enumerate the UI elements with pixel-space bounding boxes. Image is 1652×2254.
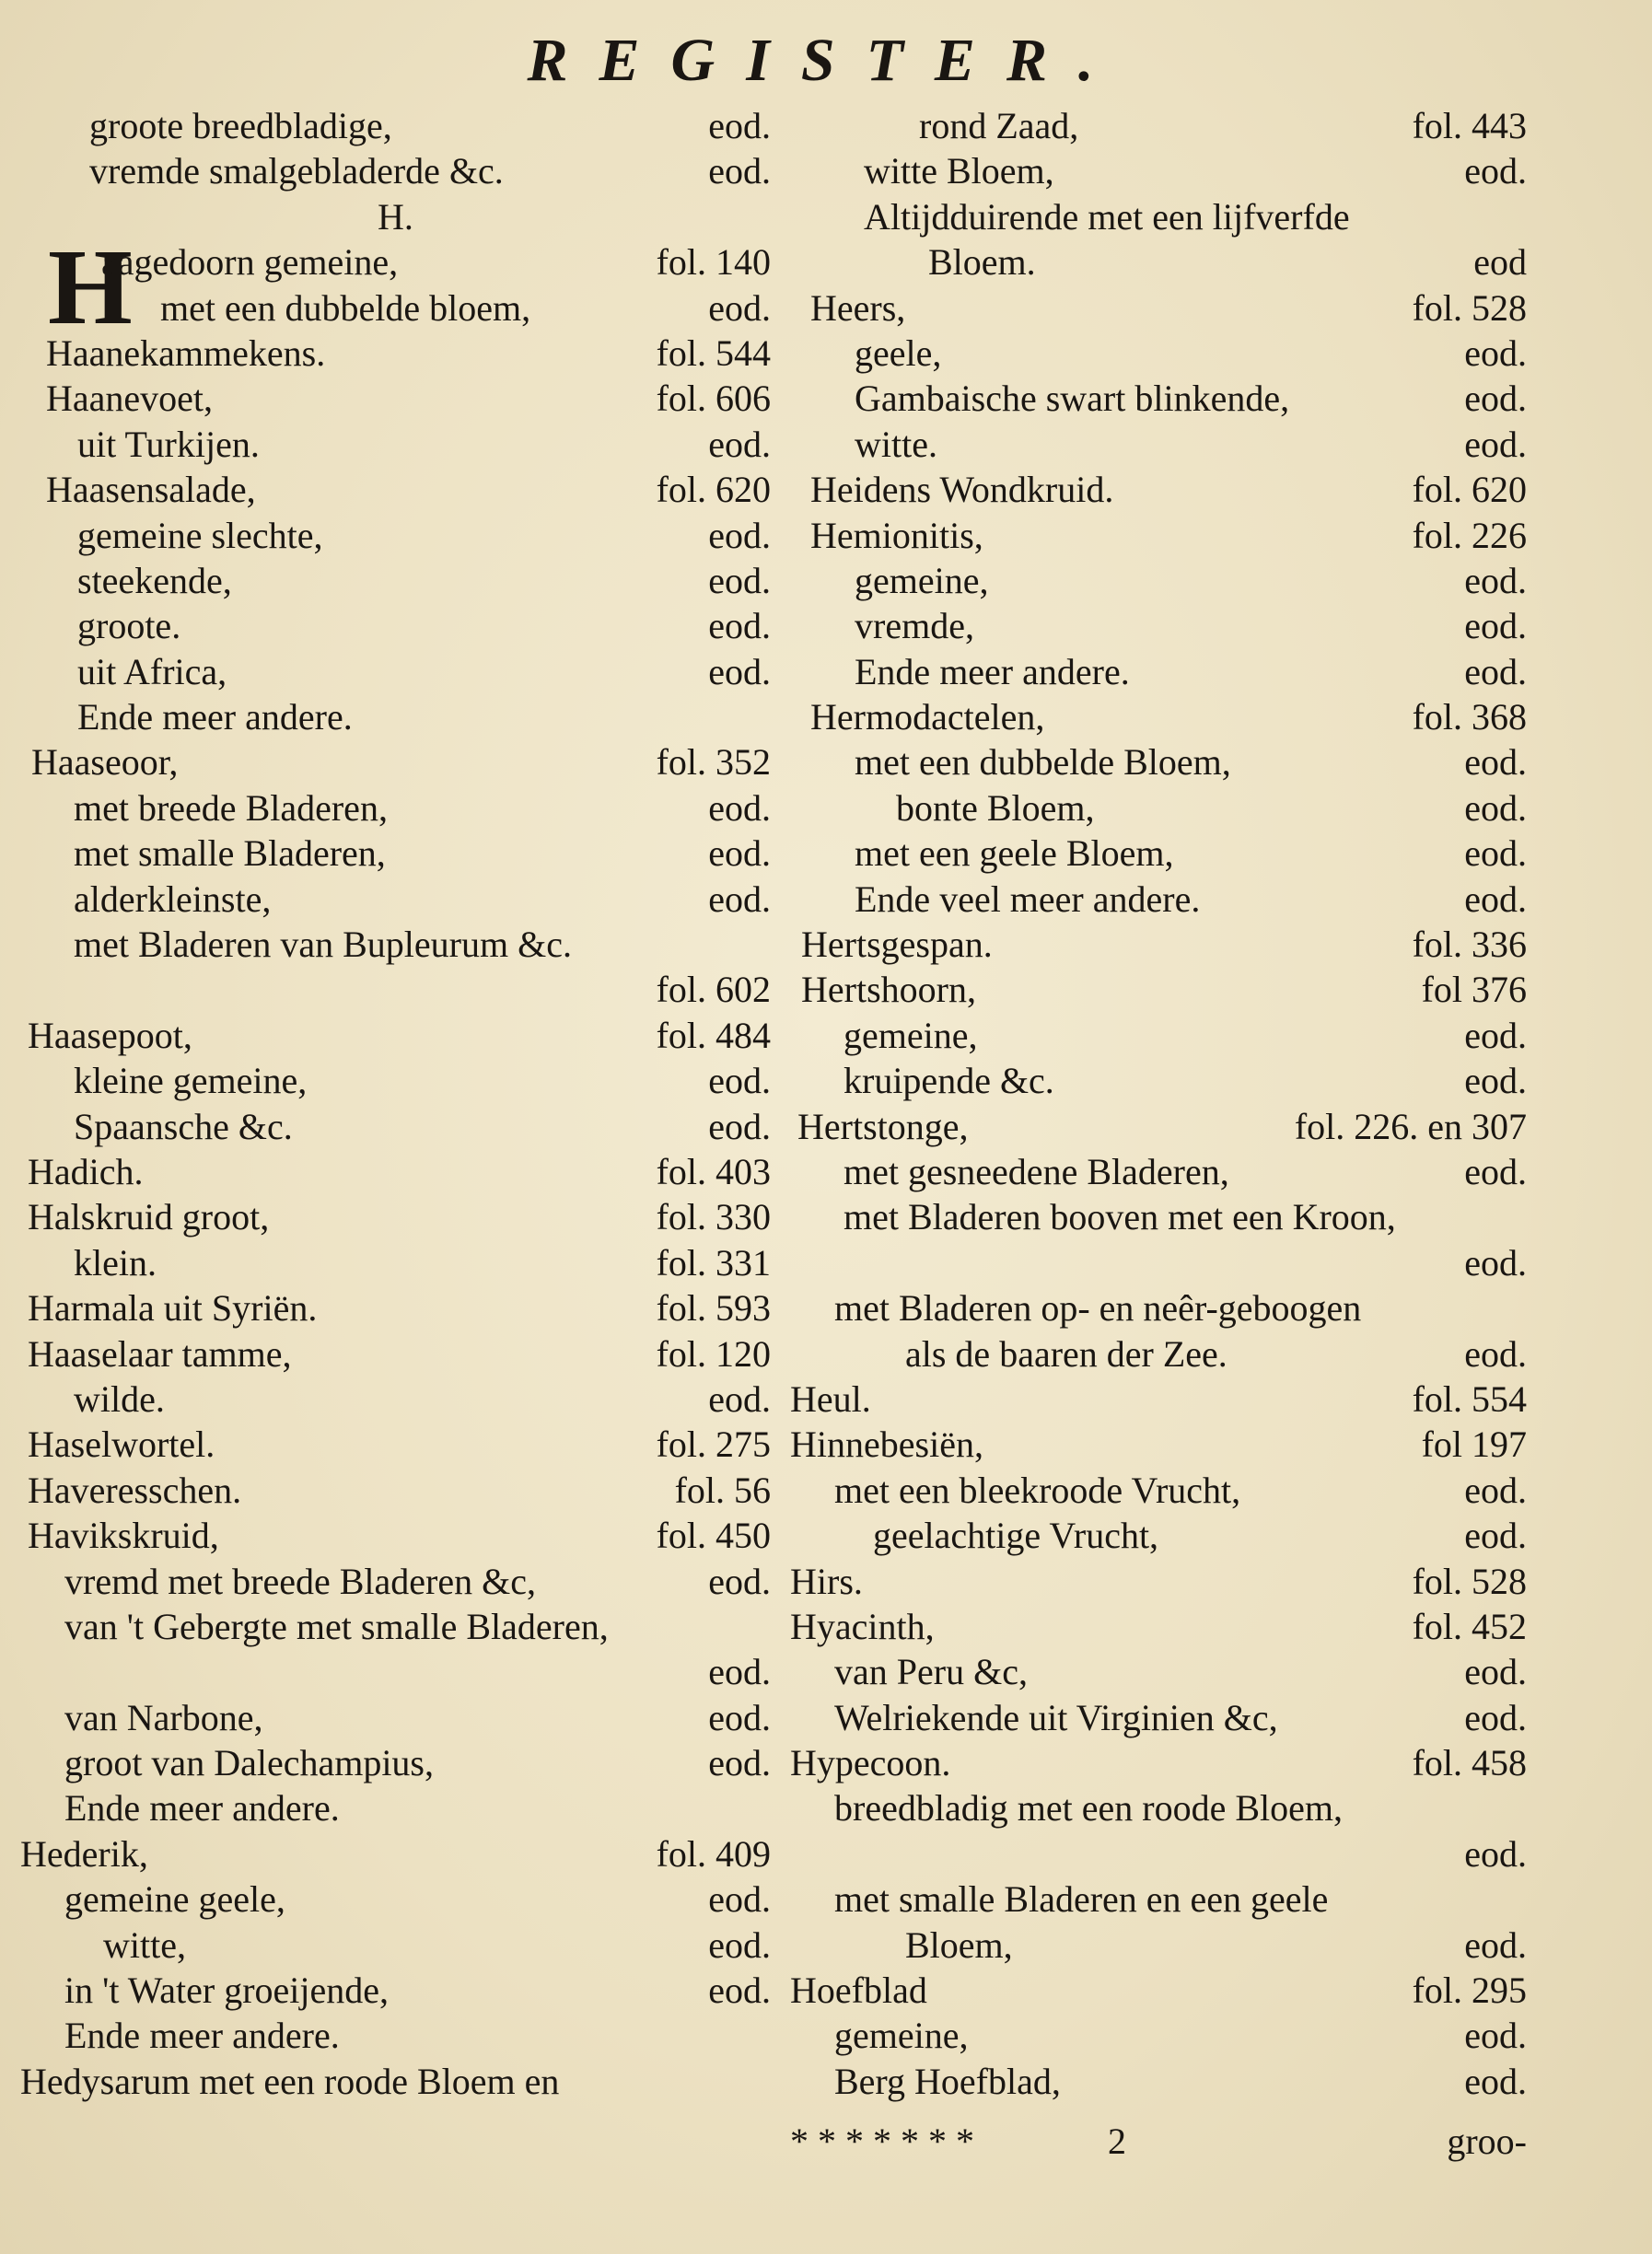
index-entry [20,1649,771,1694]
entry-folio: fol. 620 [656,469,771,511]
index-entry [790,1285,1527,1330]
entry-term: groot van Dalechampius, [64,1742,434,1784]
entry-term: aagedoorn gemeine, [101,241,399,284]
entry-folio: eod. [1464,2060,1527,2102]
entry-folio: eod. [708,1742,771,1784]
entry-folio: fol. 409 [656,1832,771,1875]
drop-cap: H [48,227,133,347]
entry-folio: eod. [708,605,771,647]
index-entry [20,1240,771,1285]
page-footer [790,2120,1527,2166]
entry-term: witte. [855,423,937,465]
index-entry [20,1422,771,1467]
entry-folio: eod. [1464,2015,1527,2057]
entry-term: Haanekammekens. [46,331,326,374]
entry-term: Hertsgespan. [801,924,993,966]
index-entry [790,1740,1527,1785]
entry-term: kleine gemeine, [74,1060,308,1102]
entry-folio: eod. [708,1105,771,1147]
entry-term: Ende meer andere. [64,2015,340,2057]
entry-term: Welriekende uit Virginien &c, [834,1696,1278,1738]
entry-folio: eod. [1464,832,1527,875]
entry-folio: fol. 140 [656,241,771,284]
entry-folio: eod. [1464,1832,1527,1875]
entry-term: H. [378,195,413,238]
entry-folio: eod. [1464,786,1527,829]
entry-folio: fol. 275 [656,1423,771,1466]
entry-term: met Bladeren booven met een Kroon, [843,1196,1396,1238]
entry-term: met breede Bladeren, [74,786,388,829]
index-entry [20,739,771,784]
entry-term: vremde smalgebladerde &c. [89,150,504,192]
index-entry [20,694,771,739]
entry-term: Gambaische swart blinkende, [855,378,1290,420]
entry-term: Hypecoon. [790,1742,951,1784]
entry-term: Hyacinth, [790,1605,935,1647]
entry-term: uit Turkijen. [77,423,260,465]
entry-folio: fol 197 [1421,1423,1527,1466]
entry-term: kruipende &c. [843,1060,1054,1102]
entry-folio: fol. 602 [656,969,771,1011]
entry-folio: fol. 544 [656,331,771,374]
index-entry [790,1331,1527,1377]
index-entry [790,1559,1527,1604]
entry-term: groote. [77,605,181,647]
entry-folio: eod. [1464,1060,1527,1102]
entry-folio: eod. [1464,650,1527,692]
entry-term: Haasepoot, [28,1014,192,1056]
index-entry [790,467,1527,512]
index-entry [20,285,771,331]
entry-term: met gesneedene Bladeren, [843,1150,1229,1192]
entry-folio: fol. 443 [1412,105,1527,146]
entry-folio: eod. [708,105,771,146]
entry-term: wilde. [74,1377,165,1420]
entry-term: als de baaren der Zee. [905,1332,1227,1375]
entry-term: Hederik, [20,1832,148,1875]
index-entry [790,785,1527,831]
entry-folio: eod. [708,1696,771,1738]
entry-term: Ende meer andere. [855,650,1130,692]
entry-folio: fol. 403 [656,1150,771,1192]
entry-folio: fol. 336 [1412,924,1527,966]
index-entry [790,422,1527,467]
entry-term: gemeine geele, [64,1878,285,1921]
index-entry [790,649,1527,694]
entry-folio: eod. [1464,378,1527,420]
entry-folio: eod. [1464,741,1527,784]
entry-folio: eod. [708,877,771,920]
entry-term: Haasensalade, [46,469,256,511]
entry-term: met een bleekroode Vrucht, [834,1469,1241,1511]
entry-term: in 't Water groeijende, [64,1969,390,2012]
entry-term: Altijdduirende met een lijfverfde [864,195,1350,238]
index-entry [790,1149,1527,1194]
index-entry [790,331,1527,376]
entry-folio: eod. [708,514,771,556]
entry-folio: eod [1473,241,1527,284]
index-entry [20,331,771,376]
entry-folio: fol. 368 [1412,696,1527,738]
entry-folio: eod. [1464,1515,1527,1557]
page-title: REGISTER. [527,27,1125,94]
index-entry [790,831,1527,876]
index-entry [20,467,771,512]
entry-folio: eod. [1464,423,1527,465]
entry-term: met smalle Bladeren, [74,832,386,875]
entry-term: Heidens Wondkruid. [810,469,1114,511]
entry-term: Hermodactelen, [810,696,1045,738]
entry-term: geele, [855,331,942,374]
index-entry [790,2059,1527,2104]
entry-folio: fol. 295 [1412,1969,1527,2012]
entry-term: groote breedbladige, [89,105,392,146]
entry-term: Hertshoorn, [801,969,976,1011]
index-entry [20,1377,771,1422]
entry-term: Heul. [790,1377,871,1420]
entry-folio: eod. [1464,1241,1527,1284]
entry-term: Ende meer andere. [64,1787,340,1830]
index-entry [20,1831,771,1876]
entry-folio: fol. 226. en 307 [1294,1105,1527,1147]
entry-folio: eod. [708,1651,771,1693]
entry-term: rond Zaad, [919,105,1079,146]
entry-folio: eod. [1464,605,1527,647]
entry-term: Harmala uit Syriën. [28,1287,318,1330]
index-entry [790,148,1527,193]
index-entry [20,2013,771,2058]
entry-term: met smalle Bladeren en een geele [834,1878,1329,1921]
entry-folio: eod. [708,1878,771,1921]
index-entry [790,603,1527,648]
entry-folio: fol. 330 [656,1196,771,1238]
entry-term: geelachtige Vrucht, [873,1515,1159,1557]
entry-term: Hadich. [28,1150,144,1192]
entry-folio: eod. [708,1969,771,2012]
entry-folio: fol. 528 [1412,286,1527,329]
entry-term: uit Africa, [77,650,227,692]
index-entry [20,1013,771,1058]
index-entry [20,1740,771,1785]
entry-folio: eod. [708,650,771,692]
index-entry [790,2013,1527,2058]
entry-term: Hemionitis, [810,514,983,556]
entry-term: Haveresschen. [28,1469,242,1511]
entry-term: Bloem. [928,241,1036,284]
entry-folio: eod. [708,150,771,192]
index-entry [790,103,1527,148]
entry-folio: fol. 554 [1412,1377,1527,1420]
entry-folio: eod. [1464,1696,1527,1738]
index-entry [790,1604,1527,1649]
index-entry [790,1831,1527,1876]
index-entry [790,1013,1527,1058]
index-entry [790,1194,1527,1239]
signature-marks: * * * * * * * [790,2120,974,2162]
entry-folio: fol. 120 [656,1332,771,1375]
index-entry [790,1649,1527,1694]
index-entry [790,967,1527,1012]
index-entry [790,739,1527,784]
entry-term: Haselwortel. [28,1423,215,1466]
index-entry [790,285,1527,331]
entry-folio: eod. [708,832,771,875]
entry-term: bonte Bloem, [896,786,1095,829]
index-entry [790,1785,1527,1830]
index-entry [790,877,1527,922]
index-entry [20,1559,771,1604]
index-entry [20,1513,771,1558]
index-entry [20,103,771,148]
index-entry [790,376,1527,421]
entry-folio: fol. 458 [1412,1742,1527,1784]
index-entry [790,1923,1527,1968]
index-entry [20,649,771,694]
entry-folio: eod. [708,286,771,329]
entry-term: Ende meer andere. [77,696,353,738]
index-entry [20,1285,771,1330]
entry-folio: eod. [1464,1469,1527,1511]
entry-folio: eod. [1464,1651,1527,1693]
entry-term: Haaselaar tamme, [28,1332,292,1375]
entry-folio: fol. 450 [656,1515,771,1557]
entry-term: breedbladig met een roode Bloem, [834,1787,1344,1830]
entry-term: gemeine, [843,1014,978,1056]
right-column [790,103,1527,2104]
index-entry [20,1331,771,1377]
index-entry [20,1923,771,1968]
entry-folio: fol. 226 [1412,514,1527,556]
index-entry [20,1785,771,1830]
index-entry [790,558,1527,603]
index-entry [790,513,1527,558]
entry-term: vremde, [855,605,974,647]
catchword: groo- [1447,2120,1527,2162]
index-entry [790,1058,1527,1103]
index-entry [790,1968,1527,2013]
entry-folio: eod. [1464,1332,1527,1375]
entry-folio: fol. 528 [1412,1560,1527,1602]
entry-folio: eod. [1464,877,1527,920]
entry-term: Haaseoor, [31,741,179,784]
entry-term: met een geele Bloem, [855,832,1174,875]
entry-term: met Bladeren van Bupleurum &c. [74,924,572,966]
entry-term: Ende veel meer andere. [855,877,1201,920]
index-entry [790,1377,1527,1422]
index-entry [790,1695,1527,1740]
index-entry [20,558,771,603]
index-entry [20,1149,771,1194]
entry-folio: eod. [708,423,771,465]
entry-term: met een dubbelde Bloem, [855,741,1231,784]
entry-term: Hertstonge, [797,1105,969,1147]
entry-folio: eod. [708,786,771,829]
index-entry [20,967,771,1012]
entry-term: van Peru &c, [834,1651,1028,1693]
index-entry [20,1104,771,1149]
entry-term: Berg Hoefblad, [834,2060,1061,2102]
left-column [20,103,771,2104]
index-entry [20,1468,771,1513]
index-entry [20,1604,771,1649]
entry-term: Hinnebesiën, [790,1423,983,1466]
index-entry [790,1468,1527,1513]
entry-folio: eod. [708,1060,771,1102]
entry-folio: fol. 56 [674,1469,771,1511]
index-entry [790,1104,1527,1149]
index-entry [790,1240,1527,1285]
entry-term: met een dubbelde bloem, [160,286,531,329]
entry-folio: fol. 593 [656,1287,771,1330]
entry-folio: fol. 484 [656,1014,771,1056]
index-entry [20,2059,771,2104]
index-entry [20,239,771,285]
signature-number: 2 [1108,2120,1126,2162]
entry-term: steekende, [77,559,232,601]
entry-term: met Bladeren op- en neêr-geboogen [834,1287,1362,1330]
entry-folio: fol. 606 [656,378,771,420]
index-entry [20,1695,771,1740]
entry-folio: fol. 352 [656,741,771,784]
index-entry [20,1194,771,1239]
index-entry [20,1876,771,1922]
index-entry [20,513,771,558]
index-entry [20,1968,771,2013]
index-entry [20,194,771,239]
entry-folio: eod. [708,1560,771,1602]
index-entry [20,422,771,467]
entry-term: Hedysarum met een roode Bloem en [20,2060,560,2102]
index-entry [790,1876,1527,1922]
entry-folio: eod. [1464,1150,1527,1192]
index-entry [20,376,771,421]
entry-term: alderkleinste, [74,877,272,920]
index-entry [790,1422,1527,1467]
entry-term: Hoefblad [790,1969,927,2012]
entry-term: Bloem, [905,1923,1013,1966]
entry-term: Haanevoet, [46,378,214,420]
index-entry [790,1513,1527,1558]
entry-term: Heers, [810,286,906,329]
entry-term: gemeine, [855,559,989,601]
entry-folio: eod. [1464,1923,1527,1966]
entry-term: witte, [103,1923,186,1966]
index-entry [20,148,771,193]
entry-folio: eod. [708,559,771,601]
entry-folio: eod. [1464,150,1527,192]
index-entry [20,603,771,648]
entry-folio: eod. [708,1377,771,1420]
index-entry [790,239,1527,285]
entry-term: witte Bloem, [864,150,1054,192]
entry-folio: eod. [1464,559,1527,601]
entry-term: Spaansche &c. [74,1105,293,1147]
entry-folio: fol 376 [1421,969,1527,1011]
entry-term: Halskruid groot, [28,1196,270,1238]
index-entry [790,694,1527,739]
index-entry [20,922,771,967]
entry-term: vremd met breede Bladeren &c, [64,1560,536,1602]
entry-term: klein. [74,1241,157,1284]
entry-term: Hirs. [790,1560,863,1602]
index-entry [790,922,1527,967]
entry-folio: fol. 331 [656,1241,771,1284]
entry-term: Havikskruid, [28,1515,219,1557]
entry-term: gemeine slechte, [77,514,323,556]
entry-folio: fol. 452 [1412,1605,1527,1647]
entry-term: gemeine, [834,2015,969,2057]
index-entry [20,877,771,922]
index-entry [20,831,771,876]
index-entry [20,785,771,831]
entry-term: van Narbone, [64,1696,263,1738]
index-entry [20,1058,771,1103]
entry-folio: eod. [1464,331,1527,374]
entry-folio: eod. [1464,1014,1527,1056]
entry-term: van 't Gebergte met smalle Bladeren, [64,1605,609,1647]
entry-folio: fol. 620 [1412,469,1527,511]
index-entry [790,194,1527,239]
entry-folio: eod. [708,1923,771,1966]
